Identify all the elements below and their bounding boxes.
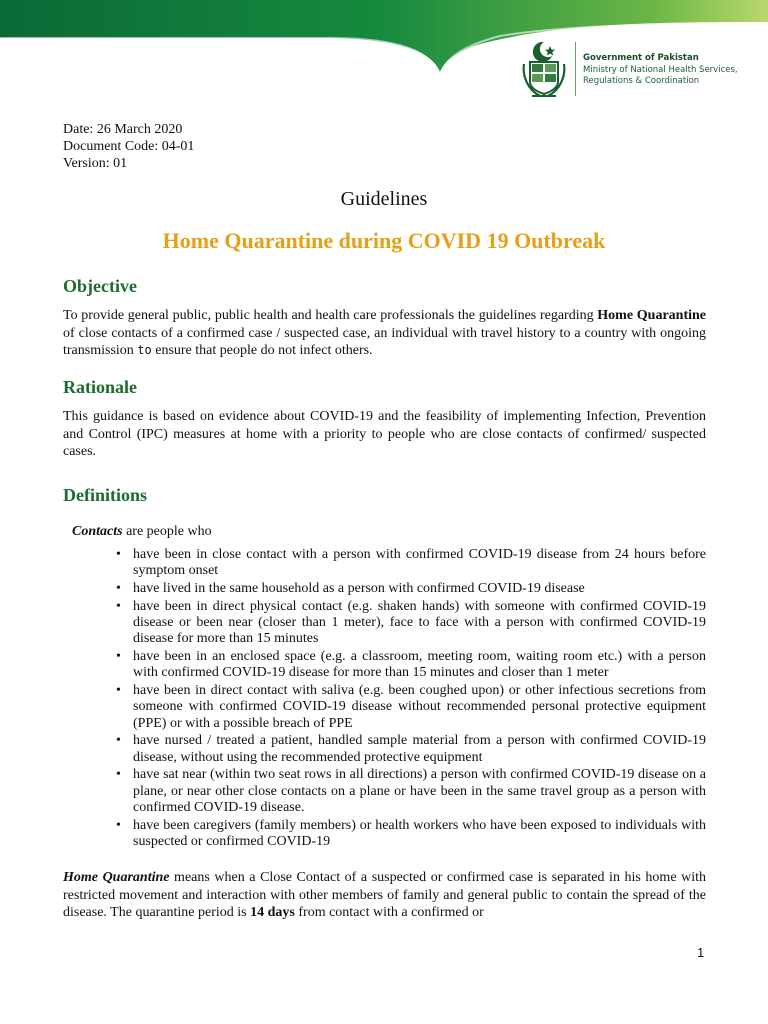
document-meta	[63, 121, 194, 172]
hq-text-part-2: from contact with a confirmed or	[294, 905, 484, 920]
list-item-text: have been caregivers (family members) or health workers who have been exposed to individuals with suspected or confirmed COVID-19	[133, 817, 706, 850]
list-item	[113, 767, 706, 816]
bullet-icon: •	[116, 767, 121, 783]
list-item	[113, 599, 706, 648]
bullet-icon: •	[116, 817, 121, 833]
definitions-heading: Definitions	[63, 485, 148, 505]
logo-divider	[575, 42, 576, 96]
page-number: 1	[697, 945, 705, 960]
list-item-text: have sat near (within two seat rows in all directions) a person with confirmed COVID-19 disease on a plane, or near other close contacts on a plane or have been in the same travel group as a person with confirmed COVID-19 disease.	[133, 767, 706, 816]
rationale-heading: Rationale	[63, 377, 137, 397]
document-version: Version: 01	[63, 156, 128, 171]
bullet-icon: •	[116, 547, 121, 562]
home-quarantine-definition	[63, 869, 706, 922]
list-item	[113, 818, 706, 851]
contacts-intro	[72, 524, 212, 540]
gov-line-1: Government of Pakistan	[583, 53, 699, 63]
list-item-text: have been in direct contact with saliva (e.g. been coughed upon) or other infectious secretions from someone with confirmed COVID-19 disease without recommended personal protective equipment (PPE) or with a possible breach of PPE	[133, 683, 706, 731]
list-item	[113, 733, 706, 766]
document-date: Date: 26 March 2020	[63, 122, 183, 137]
objective-text-part-2: of close contacts of a confirmed case / suspected case, an individual with travel history to a country with ongoing transmission	[63, 325, 706, 358]
home-quarantine-term: Home Quarantine	[63, 870, 170, 885]
bullet-icon: •	[116, 581, 121, 596]
list-item	[113, 581, 706, 597]
document-title: Home Quarantine during COVID 19 Outbreak	[162, 228, 606, 253]
objective-text	[63, 307, 706, 360]
government-name	[583, 53, 738, 88]
pakistan-state-emblem-icon	[520, 40, 568, 100]
quarantine-period: 14 days	[250, 905, 295, 920]
bullet-icon: •	[116, 598, 121, 614]
bullet-icon: •	[116, 733, 121, 749]
objective-mono-word: to	[137, 343, 152, 357]
objective-bold-term: Home Quarantine	[597, 308, 706, 323]
list-item-text: have been in close contact with a person with confirmed COVID-19 disease from 24 hours before symptom onset	[133, 547, 706, 579]
list-item-text: have been in direct physical contact (e.g. shaken hands) with someone with confirmed COVID-19 disease or been near (closer than 1 meter), face to face with a person with confirmed COVID-19 disease for more than 15 minutes	[133, 598, 706, 647]
document-code: Document Code: 04-01	[63, 139, 195, 154]
document-label: Guidelines	[340, 188, 428, 210]
contacts-intro-rest: are people who	[122, 524, 212, 539]
contacts-term: Contacts	[72, 524, 123, 539]
bullet-icon: •	[116, 683, 121, 698]
hq-text-part-1: means when a Close Contact of a suspected or confirmed case is separated in his home with restricted movement and interaction with other members of family and general public to contain the spread of the disease. The quarantine period is	[63, 870, 706, 920]
objective-heading: Objective	[63, 276, 137, 296]
list-item	[113, 547, 706, 580]
gov-line-3: Regulations & Coordination	[583, 76, 700, 86]
list-item	[113, 683, 706, 732]
gov-line-2: Ministry of National Health Services,	[583, 64, 738, 75]
objective-text-part-3: ensure that people do not infect others.	[151, 343, 373, 358]
list-item-text: have lived in the same household as a person with confirmed COVID-19 disease	[133, 581, 585, 596]
rationale-text: This guidance is based on evidence about COVID-19 and the feasibility of implementing Infection, Prevention and Control (IPC) measures at home with a priority to people who are close contacts of confirmed/ suspected cases.	[63, 409, 706, 459]
government-logo	[520, 40, 750, 100]
contacts-list	[113, 547, 706, 852]
list-item-text: have nursed / treated a patient, handled sample material from a person with confirmed COVID-19 disease, without using the recommended protective equipment	[133, 733, 706, 765]
bullet-icon: •	[116, 649, 121, 664]
list-item	[113, 649, 706, 682]
list-item-text: have been in an enclosed space (e.g. a classroom, meeting room, waiting room etc.) with a person with confirmed COVID-19 disease for more than 15 minutes and closer than 1 meter	[133, 649, 706, 681]
objective-text-part-1: To provide general public, public health and health care professionals the guidelines regarding	[63, 308, 598, 323]
